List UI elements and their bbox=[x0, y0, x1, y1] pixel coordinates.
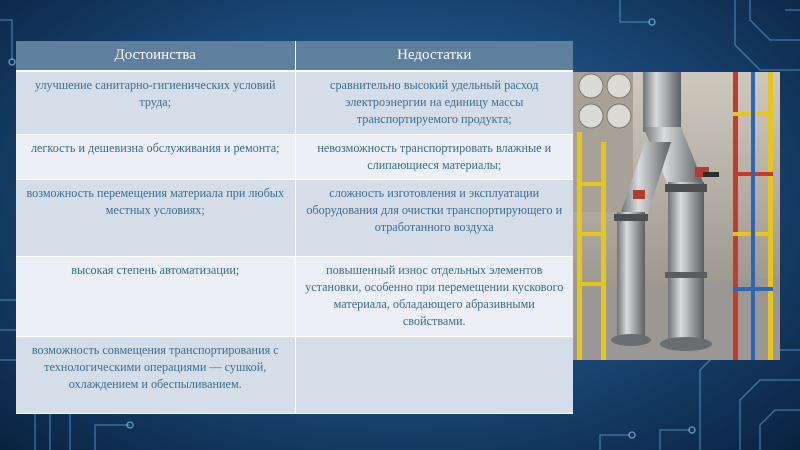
disadvantage-cell: сложность изготовления и эксплуатации оборудования для очистки транспортирующего и отработанного воздуха bbox=[295, 179, 573, 256]
advantage-cell: возможность совмещения транспортирования с технологическими операциями — сушкой, охлаждением и обеспыливанием. bbox=[16, 336, 295, 413]
table-row bbox=[16, 134, 573, 179]
comparison-table bbox=[16, 41, 573, 414]
comparison-table-panel bbox=[16, 41, 573, 414]
table-row bbox=[16, 336, 573, 413]
table-row bbox=[16, 256, 573, 336]
disadvantage-cell bbox=[295, 336, 573, 413]
table-row bbox=[16, 71, 573, 134]
disadvantage-cell: сравнительно высокий удельный расход электроэнергии на единицу массы транспортируемого продукта; bbox=[295, 71, 573, 134]
table-header-row bbox=[16, 41, 573, 71]
advantage-cell: высокая степень автоматизации; bbox=[16, 256, 295, 336]
pneumatic-conveyor-pipes-photo bbox=[573, 72, 780, 360]
disadvantage-cell: невозможность транспортировать влажные и слипающиеся материалы; bbox=[295, 134, 573, 179]
table-row bbox=[16, 179, 573, 256]
column-header-disadvantages: Недостатки bbox=[295, 41, 573, 71]
advantage-cell: улучшение санитарно-гигиенических условий труда; bbox=[16, 71, 295, 134]
disadvantage-cell: повышенный износ отдельных элементов установки, особенно при перемещении кускового материала, обладающего абразивными свойствами. bbox=[295, 256, 573, 336]
advantage-cell: возможность перемещения материала при любых местных условиях; bbox=[16, 179, 295, 256]
advantage-cell: легкость и дешевизна обслуживания и ремонта; bbox=[16, 134, 295, 179]
column-header-advantages: Достоинства bbox=[16, 41, 295, 71]
